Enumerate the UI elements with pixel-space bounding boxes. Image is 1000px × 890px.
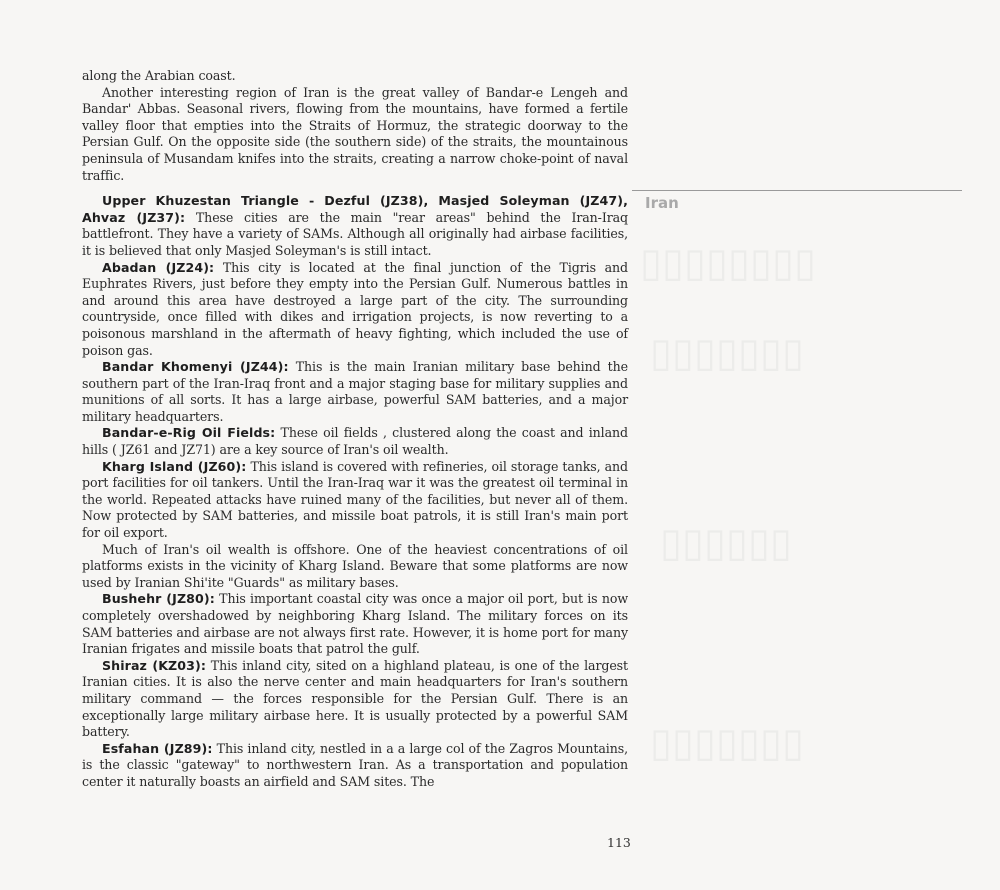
location-entry bbox=[82, 260, 628, 360]
paragraph: Much of Iran's oil wealth is offshore. One of the heaviest concentrations of oil platforms exists in the vicinity of Kharg Island. Beware that some platforms are now used by Iranian Shi'ite "Guards" as military bases. bbox=[82, 541, 628, 590]
entry-heading: Upper Khuzestan Triangle - Dezful (JZ38), Masjed Soleyman (JZ47), Ahvaz (JZ37): bbox=[82, 193, 628, 225]
entry-heading: Abadan (JZ24): bbox=[102, 259, 215, 275]
section-divider bbox=[632, 190, 962, 191]
entry-heading: Bushehr (JZ80): bbox=[102, 591, 215, 607]
entry-body: This inland city, sited on a highland plateau, is one of the largest Iranian cities. It is also the nerve center and main headquarters for Iran's southern military command — the forces responsible for the Persian Gulf. There is an exceptionally large military airbase here. It is usually protected by a powerful SAM battery. bbox=[82, 657, 629, 740]
entry-body: This island is covered with refineries, oil storage tanks, and port facilities for oil tankers. Until the Iran-Iraq war it was the greatest oil terminal in the world. Repeated attacks have ruined many of the facilities, but never all of them. Now protected by SAM batteries, and missile boat patrols, it is still Iran's main port for oil export. bbox=[82, 458, 628, 541]
entry-body: This important coastal city was once a major oil port, but is now completely overshadowed by neighboring Kharg Island. The military forces on its SAM batteries and airbase are not always first rate. However, it is home port for many Iranian frigates and missile boats that patrol the gulf. bbox=[82, 591, 628, 657]
location-entry bbox=[82, 359, 628, 425]
location-entry bbox=[82, 741, 628, 791]
bleed-through-texture: ▯▯▯▯▯▯▯ bbox=[650, 720, 805, 766]
main-text-column bbox=[82, 68, 628, 791]
entry-heading: Esfahan (JZ89): bbox=[102, 740, 213, 756]
bleed-through-texture: ▯▯▯▯▯▯▯▯ bbox=[640, 240, 817, 286]
page-number: 113 bbox=[607, 835, 631, 850]
location-entry bbox=[82, 193, 628, 259]
section-label: Iran bbox=[645, 194, 679, 212]
entry-body: This city is located at the final junction of the Tigris and Euphrates Rivers, just before they empty into the Persian Gulf. Numerous battles in and around this area have destroyed a large part of the city. The surrounding countryside, once filled with dikes and irrigation projects, is now reverting to a poisonous marshland in the aftermath of heavy fighting, which included the use of poison gas. bbox=[82, 259, 628, 358]
entry-body: This is the main Iranian military base behind the southern part of the Iran-Iraq front and a major staging base for military supplies and munitions of all sorts. It has a large airbase, powerful SAM batteries, and a major military headquarters. bbox=[82, 359, 628, 424]
entry-heading: Kharg Island (JZ60): bbox=[102, 458, 247, 474]
paragraph: along the Arabian coast. bbox=[82, 68, 236, 83]
location-entry bbox=[82, 591, 628, 657]
entry-body: These oil fields , clustered along the coast and inland hills ( JZ61 and JZ71) are a key source of Iran's oil wealth. bbox=[82, 425, 628, 458]
entry-body: This inland city, nestled in a a large col of the Zagros Mountains, is the classic "gateway" to northwestern Iran. As a transportation and population center it naturally boasts an airfield and SAM sites. The bbox=[82, 740, 629, 789]
location-entry bbox=[82, 459, 628, 542]
paragraph: Another interesting region of Iran is the great valley of Bandar-e Lengeh and Bandar' Abbas. Seasonal rivers, flowing from the mountains, have formed a fertile valley floor that empties into the Straits of Hormuz, the strategic doorway to the Persian Gulf. On the opposite side (the southern side) of the straits, the mountainous peninsula of Musandam knifes into the straits, creating a narrow choke-point of naval traffic. bbox=[82, 84, 628, 183]
entry-heading: Bandar-e-Rig Oil Fields: bbox=[102, 425, 276, 441]
bleed-through-texture: ▯▯▯▯▯▯▯ bbox=[650, 330, 805, 376]
location-entry bbox=[82, 658, 628, 741]
location-entry bbox=[82, 425, 628, 458]
bleed-through-texture: ▯▯▯▯▯▯ bbox=[660, 520, 793, 566]
entry-heading: Bandar Khomenyi (JZ44): bbox=[102, 359, 289, 375]
entry-body: These cities are the main "rear areas" behind the Iran-Iraq battlefront. They have a variety of SAMs. Although all originally had airbase facilities, it is believed that only Masjed Soleyman's is still intact. bbox=[82, 209, 628, 258]
entry-heading: Shiraz (KZ03): bbox=[102, 657, 207, 673]
